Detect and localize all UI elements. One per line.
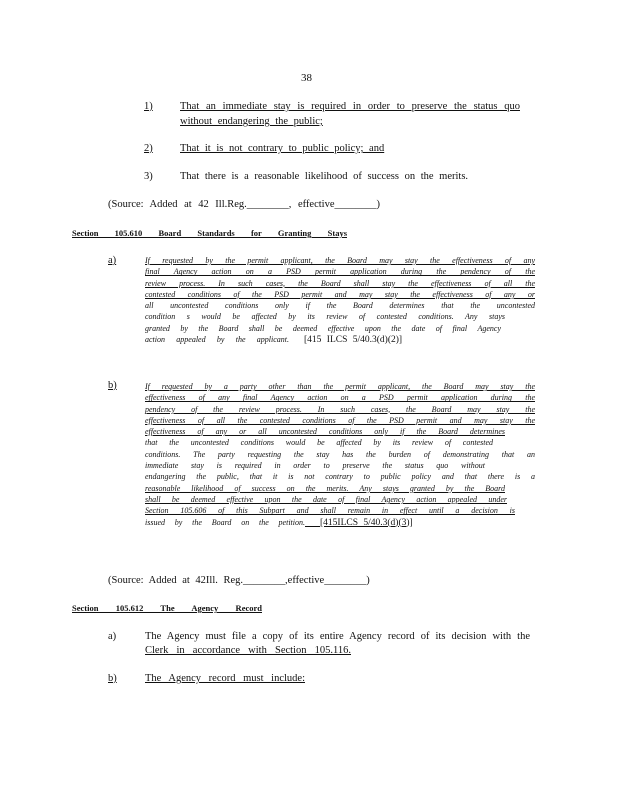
source-note: (Source: Added at 42 Ill.Reg.________, effective________) (108, 199, 380, 210)
text-line: review process. In such cases, the Board shall stay the effectiveness of all the (145, 278, 535, 288)
text-line: that the uncontested conditions would be affected by its review of contested (145, 438, 493, 448)
page-number: 38 (301, 72, 312, 84)
text-line: endangering the public, that it is not contrary to public policy and that there is a (145, 472, 535, 482)
criterion-2-number: 2) (144, 143, 153, 154)
text-line: immediate stay is required in order to preserve the status quo without (145, 461, 485, 471)
subsection-a-line-2: Clerk in accordance with Section 105.116. (145, 645, 351, 656)
text-line: issued by the Board on the petition. (145, 517, 305, 527)
text-line (145, 334, 535, 346)
section-heading: Section 105.612 The Agency Record (72, 603, 262, 613)
text-line (145, 517, 535, 529)
text-line: effectiveness of all the contested conditions of the PSD permit and may stay the (145, 415, 535, 425)
subsection-b-text: The Agency record must include: (145, 673, 305, 684)
text-line: condition s would be affected by its review of contested conditions. Any stays (145, 312, 505, 322)
subsection-label-a: a) (108, 631, 117, 642)
criterion-3-number: 3) (144, 171, 153, 182)
criterion-1-line-2: without endangering the public; (180, 116, 323, 127)
subsection-b-text (145, 381, 535, 529)
text-line: If requested by the permit applicant, the Board may stay the effectiveness of any (145, 256, 535, 265)
subsection-label-b: b) (108, 673, 117, 684)
subsection-label-b: b) (108, 380, 117, 391)
criterion-2-text: That it is not contrary to public policy; and (180, 143, 385, 154)
text-line: granted by the Board shall be deemed effective upon the date of final Agency (145, 323, 501, 333)
text-line: Section 105.606 of this Subpart and shall remain in effect until a decision is (145, 506, 515, 516)
text-line: reasonable likelihood of success on the merits. Any stays granted by the Board (145, 483, 505, 493)
text-line: pendency of the review process. In such cases, the Board may stay the (145, 404, 535, 414)
section-heading: Section 105.610 Board Standards for Granting Stays (72, 228, 347, 238)
text-line: shall be deemed effective upon the date of final Agency action appealed under (145, 494, 507, 504)
statute-reference: [415 ILCS 5/40.3(d)(2)] (304, 335, 403, 346)
criterion-1-number: 1) (144, 101, 153, 112)
criterion-1-line-1: That an immediate stay is required in order to preserve the status quo (180, 101, 520, 112)
subsection-a-line-1: The Agency must file a copy of its entire Agency record of its decision with the (145, 631, 530, 642)
criterion-3-text: That there is a reasonable likelihood of success on the merits. (180, 171, 469, 182)
text-line: conditions. The party requesting the stay has the burden of demonstrating that an (145, 449, 535, 459)
text-line: If requested by a party other than the permit applicant, the Board may stay the (145, 382, 535, 391)
text-line: action appealed by the applicant. (145, 335, 289, 345)
text-line: effectiveness of any final Agency action on a PSD permit application during the (145, 393, 535, 403)
source-note: (Source: Added at 42Ill. Reg.________,effective________) (108, 575, 370, 586)
statute-reference: [415ILCS 5/40.3(d)(3)] (320, 517, 413, 528)
text-line: all uncontested conditions only if the Board determines that the uncontested (145, 301, 535, 311)
subsection-label-a: a) (108, 255, 117, 266)
text-line: contested conditions of the PSD permit and may stay the effectiveness of any or (145, 289, 535, 299)
text-line: final Agency action on a PSD permit application during the pendency of the (145, 267, 535, 277)
text-line: effectiveness of any or all uncontested conditions only if the Board determines (145, 427, 505, 437)
subsection-a-text (145, 255, 535, 346)
